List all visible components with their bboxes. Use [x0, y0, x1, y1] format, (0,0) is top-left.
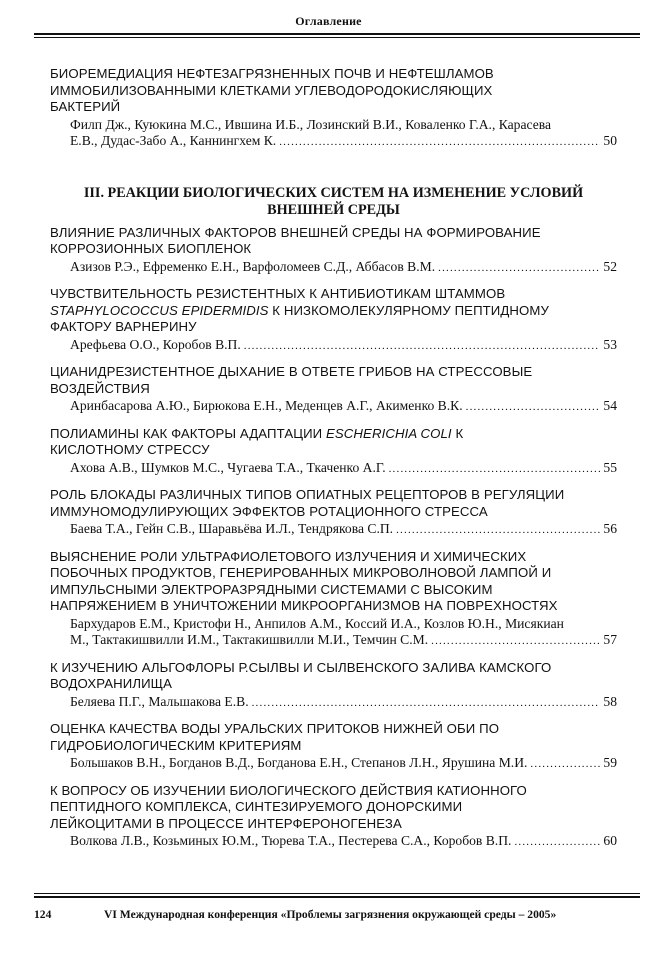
toc-entry — [50, 66, 617, 151]
leader-dots — [438, 260, 600, 277]
page-number: 52 — [603, 258, 617, 274]
page-number: 50 — [603, 133, 617, 148]
entry-authors: Бархударов Е.М., Кристофи Н., Анпилов А.М., Коссий И.А., Козлов Ю.Н., Мисякиан М., Тактакишвилли И.М., Тактакишвилли М.И., Темчин С.М. ..... 57 — [50, 616, 617, 650]
page-number: 54 — [603, 398, 617, 413]
toc-entry — [50, 286, 617, 354]
toc-entry — [50, 487, 617, 539]
toc-entry — [50, 721, 617, 773]
header-rule-thick — [34, 33, 640, 35]
entry-title: ВЛИЯНИЕ РАЗЛИЧНЫХ ФАКТОРОВ ВНЕШНЕЙ СРЕДЫ НА ФОРМИРОВАНИЕ КОРРОЗИОННЫХ БИОПЛЕНОК — [50, 224, 541, 256]
entry-title: ОЦЕНКА КАЧЕСТВА ВОДЫ УРАЛЬСКИХ ПРИТОКОВ НИЖНЕЙ ОБИ ПО ГИДРОБИОЛОГИЧЕСКИМ КРИТЕРИЯМ — [50, 721, 500, 753]
leader-dots — [530, 756, 600, 773]
leader-dots — [279, 134, 600, 151]
entry-title: ЦИАНИДРЕЗИСТЕНТНОЕ ДЫХАНИЕ В ОТВЕТЕ ГРИБОВ НА СТРЕССОВЫЕ ВОЗДЕЙСТВИЯ — [50, 364, 533, 396]
entry-authors: Беляева П.Г., Мальшакова Е.В. ..... 58 — [50, 694, 617, 712]
leader-dots — [466, 399, 601, 416]
footer-conference: VI Международная конференция «Проблемы загрязнения окружающей среды – 2005» — [104, 908, 557, 921]
page-number: 56 — [603, 521, 617, 536]
entry-title: К ИЗУЧЕНИЮ АЛЬГОФЛОРЫ Р.СЫЛВЫ И СЫЛВЕНСКОГО ЗАЛИВА КАМСКОГО ВОДОХРАНИЛИЩА — [50, 659, 552, 691]
entry-authors: Арефьева О.О., Коробов В.П. ..... 53 — [50, 337, 617, 355]
running-head: Оглавление — [295, 14, 362, 28]
leader-dots — [252, 695, 601, 712]
entry-title: РОЛЬ БЛОКАДЫ РАЗЛИЧНЫХ ТИПОВ ОПИАТНЫХ РЕЦЕПТОРОВ В РЕГУЛЯЦИИ ИММУНОМОДУЛИРУЮЩИХ ЭФФЕКТОВ РОТАЦИОННОГО СТРЕССА — [50, 487, 565, 519]
entry-title: ЧУВСТВИТЕЛЬНОСТЬ РЕЗИСТЕНТНЫХ К АНТИБИОТИКАМ ШТАММОВ STAPHYLOCOCCUS EPIDERMIDIS К НИЗКОМОЛЕКУЛЯРНОМУ ПЕПТИДНОМУ ФАКТОРУ ВАРНЕРИНУ — [50, 286, 549, 334]
page-number: 57 — [603, 632, 617, 647]
page-number: 53 — [603, 336, 617, 352]
toc-entry — [50, 364, 617, 416]
page-number: 59 — [603, 755, 617, 770]
footer-rule-thin — [34, 893, 640, 894]
entry-authors: Филп Дж., Куюкина М.С., Ившина И.Б., Лозинский В.И., Коваленко Г.А., Карасева Е.В., Дудас-Забо А., Каннингхем К. ..... 50 — [50, 117, 617, 151]
page-footer — [34, 908, 640, 921]
section-heading: III. РЕАКЦИИ БИОЛОГИЧЕСКИХ СИСТЕМ НА ИЗМЕНЕНИЕ УСЛОВИЙ ВНЕШНЕЙ СРЕДЫ — [83, 184, 584, 218]
entry-title: К ВОПРОСУ ОБ ИЗУЧЕНИИ БИОЛОГИЧЕСКОГО ДЕЙСТВИЯ КАТИОННОГО ПЕПТИДНОГО КОМПЛЕКСА, СИНТЕЗИРУЕМОГО ДОНОРСКИМИ ЛЕЙКОЦИТАМИ В ПРОЦЕССЕ ИНТЕРФЕРОНОГЕНЕЗА — [50, 782, 527, 831]
toc-entry — [50, 660, 617, 712]
entry-authors: Баева Т.А., Гейн С.В., Шаравьёва И.Л., Тендрякова С.П. ..... 56 — [50, 521, 617, 539]
page-number: 60 — [603, 833, 617, 848]
footer-rule-thick — [34, 896, 640, 898]
leader-dots — [514, 834, 600, 851]
leader-dots — [244, 338, 601, 355]
toc-entry — [50, 783, 617, 851]
toc-entry — [50, 549, 617, 650]
entry-title: ПОЛИАМИНЫ КАК ФАКТОРЫ АДАПТАЦИИ ESCHERICHIA COLI К КИСЛОТНОМУ СТРЕССУ — [50, 425, 464, 457]
leader-dots — [389, 461, 601, 478]
page-number: 55 — [603, 459, 617, 475]
entry-authors: Волкова Л.В., Козьминых Ю.М., Тюрева Т.А., Пестерева С.А., Коробов В.П. ..... 60 — [50, 833, 617, 851]
entry-title: ВЫЯСНЕНИЕ РОЛИ УЛЬТРАФИОЛЕТОВОГО ИЗЛУЧЕНИЯ И ХИМИЧЕСКИХ ПОБОЧНЫХ ПРОДУКТОВ, ГЕНЕРИРОВАННЫХ МИКРОВОЛНОВОЙ ЛАМПОЙ И ИМПУЛЬСНЫМИ ЭЛЕКТРОРАЗРЯДНЫМИ СИСТЕМАМИ С ВЫСОКИМ НАПРЯЖЕНИЕМ В УНИЧТОЖЕНИИ МИКРООРГАНИЗМОВ НА ПОВРЕХНОСТЯХ — [50, 548, 558, 613]
header-rule-thin — [34, 37, 640, 38]
leader-dots — [431, 633, 600, 650]
entry-authors: Азизов Р.Э., Ефременко Е.Н., Варфоломеев С.Д., Аббасов В.М. ..... 52 — [50, 259, 617, 277]
toc-entry — [50, 426, 617, 478]
page-number: 58 — [603, 693, 617, 709]
leader-dots — [396, 522, 600, 539]
entry-authors: Большаков В.Н., Богданов В.Д., Богданова Е.Н., Степанов Л.Н., Ярушина М.И. ..... 59 — [50, 755, 617, 773]
entry-authors: Ахова А.В., Шумков М.С., Чугаева Т.А., Ткаченко А.Г. ..... 55 — [50, 460, 617, 478]
toc-entry — [50, 225, 617, 277]
entry-title: БИОРЕМЕДИАЦИЯ НЕФТЕЗАГРЯЗНЕННЫХ ПОЧВ И НЕФТЕШЛАМОВ ИММОБИЛИЗОВАННЫМИ КЛЕТКАМИ УГЛЕВОДОРОДОКИСЛЯЮЩИХ БАКТЕРИЙ — [50, 66, 494, 114]
toc-content — [50, 66, 617, 861]
entry-authors: Аринбасарова А.Ю., Бирюкова Е.Н., Меденцев А.Г., Акименко В.К. ..... 54 — [50, 398, 617, 416]
footer-page-number: 124 — [34, 908, 52, 921]
